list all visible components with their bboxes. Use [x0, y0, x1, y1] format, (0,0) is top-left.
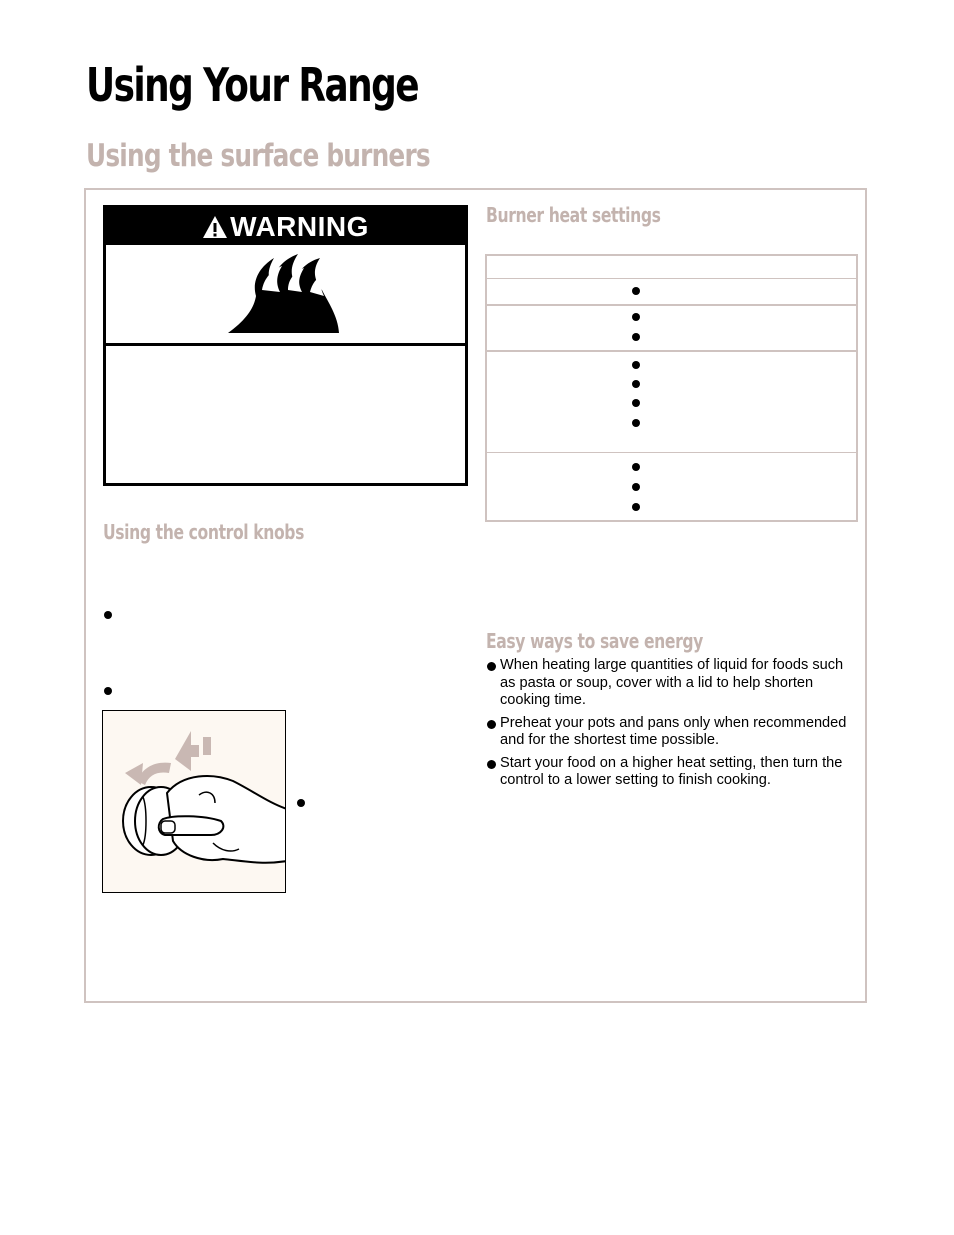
control-knobs-heading: Using the control knobs	[103, 520, 304, 544]
warning-label: WARNING	[230, 211, 369, 242]
list-item: Preheat your pots and pans only when recommended and for the shortest time possible.	[486, 715, 858, 750]
table-row	[487, 452, 856, 453]
energy-tips-list	[486, 657, 858, 795]
push-arrow-icon	[175, 731, 211, 771]
bullet	[632, 503, 640, 511]
bullet	[632, 361, 640, 369]
bullet	[632, 399, 640, 407]
list-item: When heating large quantities of liquid for foods such as pasta or soup, cover with a lid to help shorten cooking time.	[486, 657, 858, 710]
table-row	[487, 304, 856, 306]
knob-illustration	[102, 710, 286, 893]
bullet	[632, 419, 640, 427]
bullet	[632, 333, 640, 341]
warning-pictogram	[106, 245, 465, 346]
bullet	[632, 483, 640, 491]
table-row	[487, 278, 856, 279]
bullet	[632, 463, 640, 471]
save-energy-heading: Easy ways to save energy	[486, 629, 703, 653]
bullet	[632, 380, 640, 388]
warning-header	[106, 208, 465, 245]
bullet	[104, 687, 112, 695]
section-title: Using the surface burners	[86, 138, 430, 174]
list-item: Start your food on a higher heat setting, then turn the control to a lower setting to finish cooking.	[486, 755, 858, 790]
heat-settings-heading: Burner heat settings	[486, 203, 661, 227]
bullet	[632, 287, 640, 295]
fire-icon	[226, 250, 341, 334]
bullet	[297, 799, 305, 807]
bullet	[104, 611, 112, 619]
warning-triangle-icon	[202, 215, 228, 239]
table-row	[487, 350, 856, 352]
control-knob-hand-icon	[103, 711, 286, 893]
turn-arrow-icon	[125, 763, 171, 785]
warning-box	[103, 205, 468, 486]
heat-settings-table	[485, 254, 858, 522]
page-title: Using Your Range	[86, 58, 419, 112]
bullet	[632, 313, 640, 321]
